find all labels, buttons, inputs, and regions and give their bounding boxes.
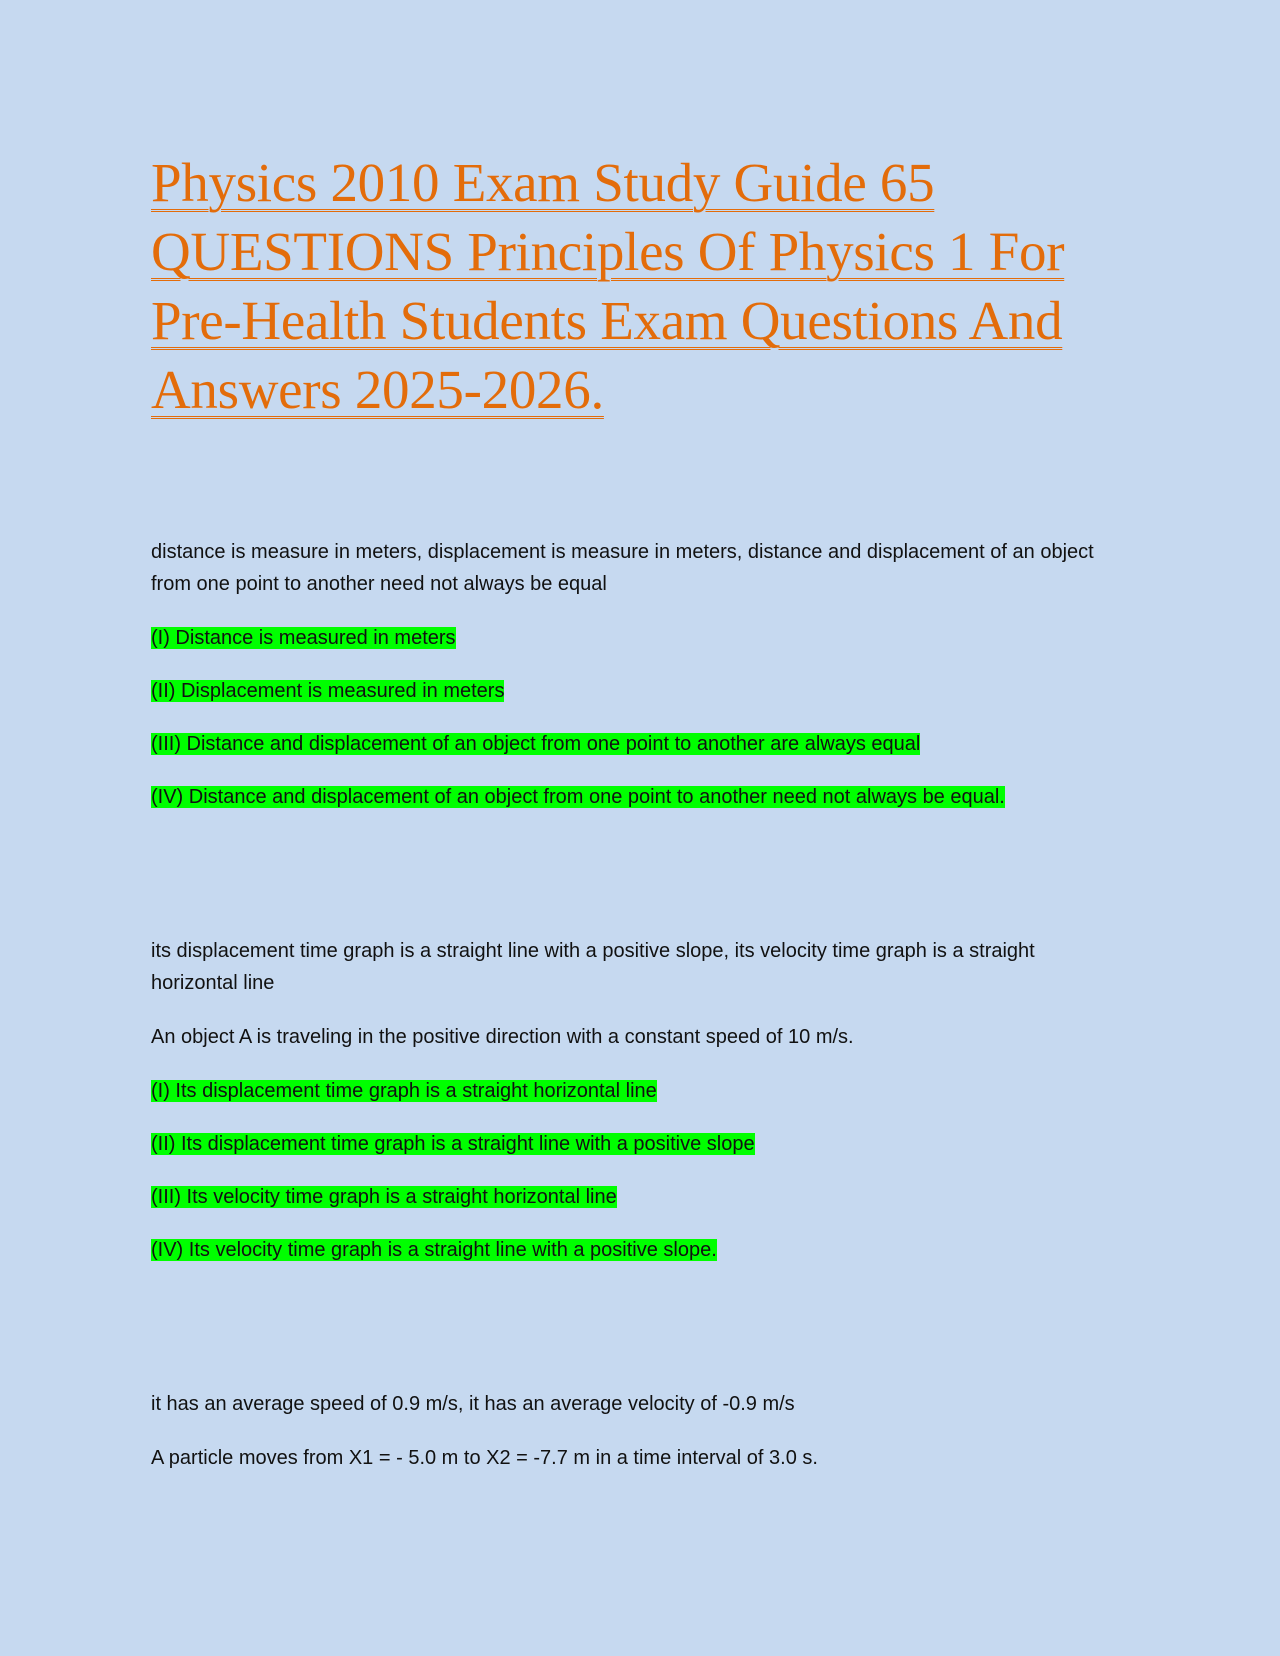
answer-text: distance is measure in meters, displacement is measure in meters, distance and displacement of an object from one point to another need not always be equal bbox=[151, 541, 1094, 595]
option-highlight: (I) Its displacement time graph is a straight horizontal line bbox=[151, 1080, 657, 1102]
option-highlight: (III) Its velocity time graph is a straight horizontal line bbox=[151, 1186, 617, 1208]
option-highlight: (III) Distance and displacement of an object from one point to another are always equal bbox=[151, 733, 921, 755]
option-4 bbox=[151, 1234, 1100, 1266]
option-highlight: (II) Displacement is measured in meters bbox=[151, 680, 505, 702]
option-highlight: (IV) Distance and displacement of an object from one point to another need not always be equal. bbox=[151, 786, 1005, 808]
question-prompt: A particle moves from X1 = - 5.0 m to X2 = -7.7 m in a time interval of 3.0 s. bbox=[151, 1447, 818, 1469]
document-title: Physics 2010 Exam Study Guide 65 QUESTIONS Principles Of Physics 1 For Pre-Health Students Exam Questions And Answers 2025-2026. bbox=[151, 152, 1065, 420]
question-2 bbox=[151, 935, 1100, 1266]
option-2 bbox=[151, 675, 1100, 707]
option-1 bbox=[151, 1075, 1100, 1107]
option-highlight: (II) Its displacement time graph is a straight line with a positive slope bbox=[151, 1133, 755, 1155]
question-prompt: An object A is traveling in the positive direction with a constant speed of 10 m/s. bbox=[151, 1026, 854, 1048]
option-2 bbox=[151, 1128, 1100, 1160]
option-4 bbox=[151, 781, 1100, 813]
answer-text: it has an average speed of 0.9 m/s, it has an average velocity of -0.9 m/s bbox=[151, 1393, 795, 1415]
question-1 bbox=[151, 536, 1100, 813]
option-1 bbox=[151, 622, 1100, 654]
option-highlight: (IV) Its velocity time graph is a straight line with a positive slope. bbox=[151, 1239, 717, 1261]
answer-text: its displacement time graph is a straight line with a positive slope, its velocity time graph is a straight horizontal line bbox=[151, 940, 1035, 994]
option-highlight: (I) Distance is measured in meters bbox=[151, 627, 456, 649]
option-3 bbox=[151, 728, 1100, 760]
option-3 bbox=[151, 1181, 1100, 1213]
question-3 bbox=[151, 1388, 1100, 1474]
